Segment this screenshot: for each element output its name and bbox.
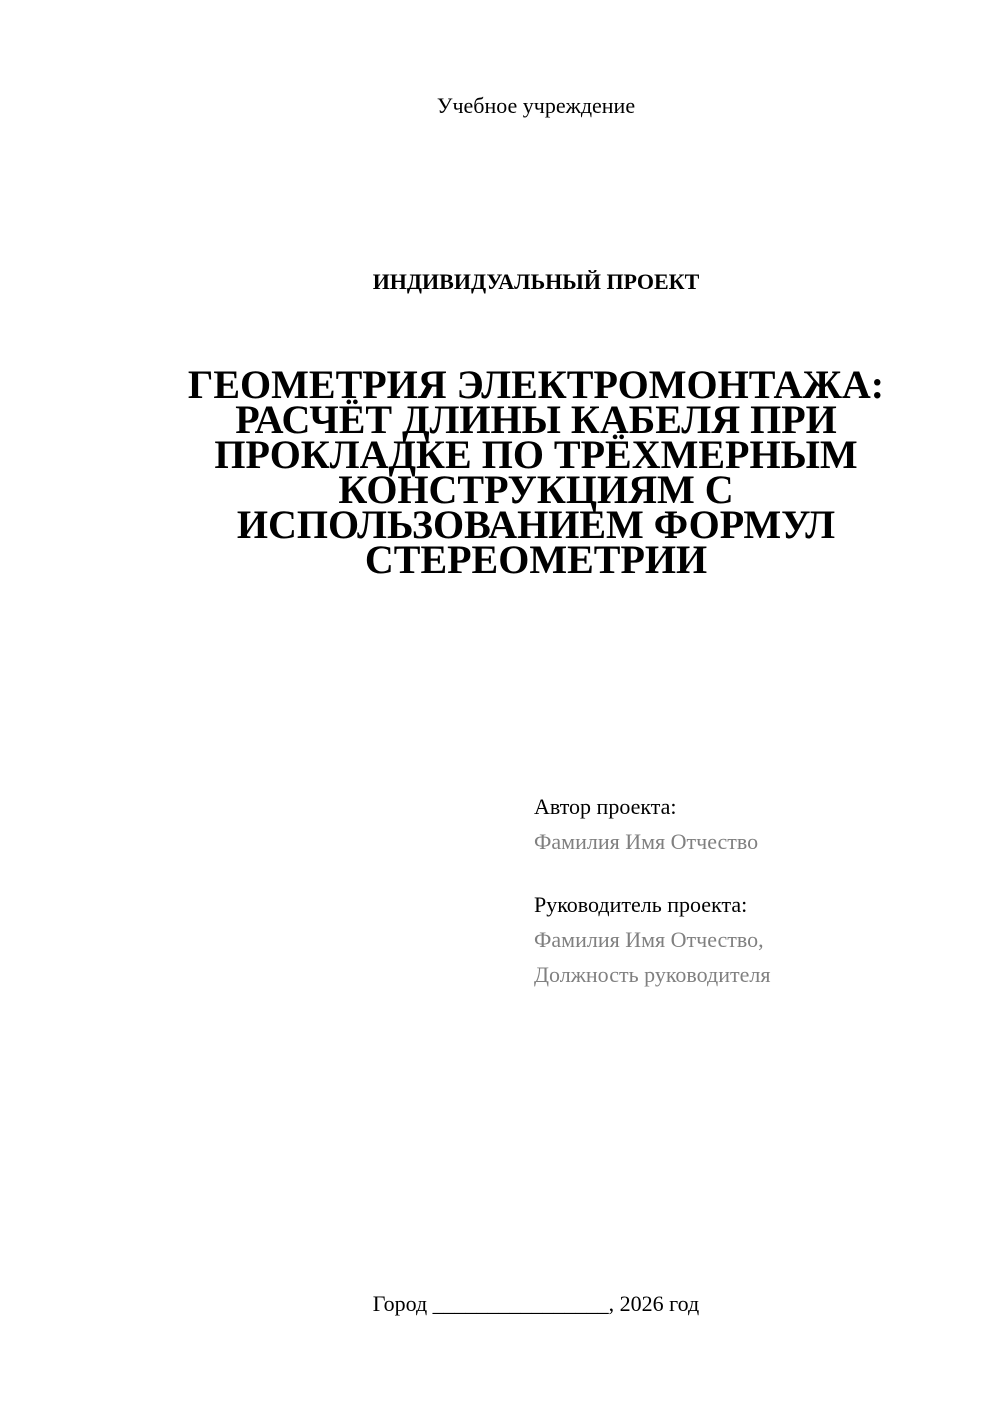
project-title-line: РАСЧЁТ ДЛИНЫ КАБЕЛЯ ПРИ bbox=[235, 397, 837, 442]
project-title-line: ГЕОМЕТРИЯ ЭЛЕКТРОМОНТАЖА: bbox=[187, 362, 885, 407]
project-title bbox=[150, 362, 922, 582]
author-name: Фамилия Имя Отчество bbox=[534, 829, 759, 854]
project-title-line: КОНСТРУКЦИЯМ С bbox=[338, 467, 734, 512]
credits-spacer bbox=[534, 859, 770, 887]
institution-name: Учебное учреждение bbox=[436, 93, 636, 118]
supervisor-position: Должность руководителя bbox=[534, 962, 771, 987]
supervisor-label: Руководитель проекта: bbox=[534, 892, 748, 917]
credits-block bbox=[534, 789, 770, 992]
project-title-line: ПРОКЛАДКЕ ПО ТРЁХМЕРНЫМ bbox=[214, 432, 858, 477]
supervisor-name: Фамилия Имя Отчество, bbox=[534, 927, 764, 952]
author-label: Автор проекта: bbox=[534, 794, 677, 819]
project-title-line: ИСПОЛЬЗОВАНИЕМ ФОРМУЛ bbox=[236, 502, 836, 547]
project-title-line: СТЕРЕОМЕТРИИ bbox=[364, 537, 708, 582]
project-type-heading: ИНДИВИДУАЛЬНЫЙ ПРОЕКТ bbox=[372, 269, 700, 294]
city-year-line: Город ________________, 2026 год bbox=[372, 1291, 700, 1316]
